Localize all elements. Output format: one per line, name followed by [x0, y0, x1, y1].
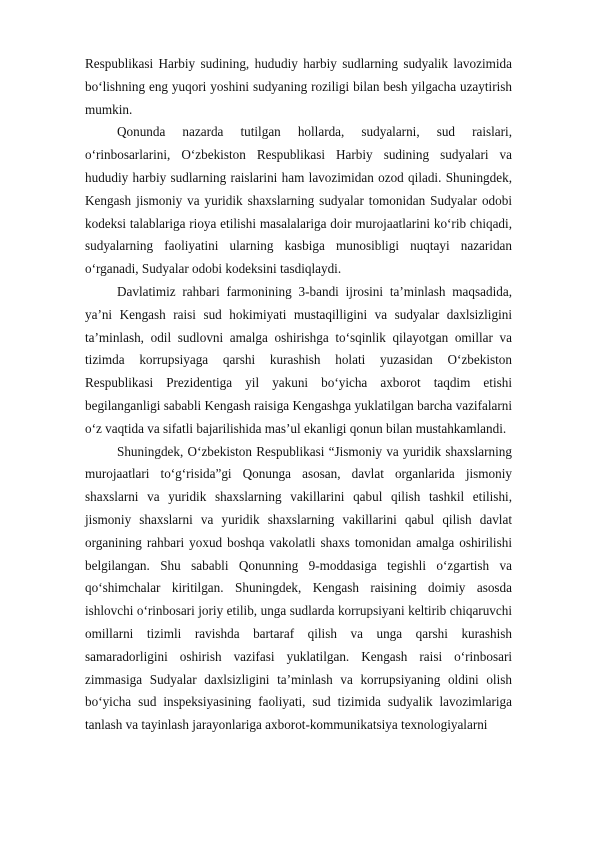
- paragraph: Davlatimiz rahbari farmonining 3-bandi ijrosini taʼminlash maqsadida, yaʼni Kengash raisi sud hokimiyati mustaqilligini va sudyalar daxlsizligini taʼminlash, odil sudlovni amalga oshirishga toʻsqinlik qilayotgan omillar va tizimda korrupsiyaga qarshi kurashish holati yuzasidan Oʻzbekiston Respublikasi Prezidentiga yil yakuni boʻyicha axborot taqdim etishi begilanganligi sababli Kengash raisiga Kengashga yuklatilgan barcha vazifalarni oʻz vaqtida va sifatli bajarilishida masʼul ekanligi qonun bilan mustahkamlandi.: [85, 283, 512, 436]
- paragraph: Shuningdek, Oʻzbekiston Respublikasi “Jismoniy va yuridik shaxslarning murojaatlari toʻgʻrisida”gi Qonunga asosan, davlat organlarida jismoniy shaxslarni va yuridik shaxslarning vakillarini qabul qilish tashkil etilishi, jismoniy shaxslarni va yuridik shaxslarning vakillarini qabul qilish davlat organining rahbari yoxud boshqa vakolatli shaxs tomonidan amalga oshirilishi belgilangan. Shu sababli Qonunning 9-moddasiga tegishli oʻzgartish va qoʻshimchalar kiritilgan. Shuningdek, Kengash raisining doimiy asosda ishlovchi oʻrinbosari joriy etilib, unga sudlarda korrupsiyani keltirib chiqaruvchi omillarni tizimli ravishda bartaraf qilish va unga qarshi kurashish samaradorligini oshirish vazifasi yuklatilgan. Kengash raisi oʻrinbosari zimmasiga Sudyalar daxlsizligini taʼminlash va korrupsiyaning oldini olish boʻyicha sud inspeksiyasining faoliyati, sud tizimida sudyalik lavozimlariga tanlash va tayinlash jarayonlariga axborot-kommunikatsiya texnologiyalarni: [85, 443, 512, 733]
- body-text: [85, 53, 512, 737]
- paragraph-continued: Respublikasi Harbiy sudining, hududiy harbiy sudlarning sudyalik lavozimida boʻlishning eng yuqori yoshini sudyaning roziligi bilan besh yilgacha uzaytirish mumkin.: [85, 56, 512, 117]
- paragraph: Qonunda nazarda tutilgan hollarda, sudyalarni, sud raislari, oʻrinbosarlarini, Oʻzbekiston Respublikasi Harbiy sudining sudyalari va hududiy harbiy sudlarning raislarini ham lavozimidan ozod qiladi. Shuningdek, Kengash jismoniy va yuridik shaxslarning sudyalar tomonidan Sudyalar odobi kodeksi talablariga rioya etilishi masalalariga doir murojaatlarini koʻrib chiqadi, sudyalarning faoliyatini ularning kasbiga munosibligi nuqtayi nazaridan oʻrganadi, Sudyalar odobi kodeksini tasdiqlaydi.: [85, 124, 512, 277]
